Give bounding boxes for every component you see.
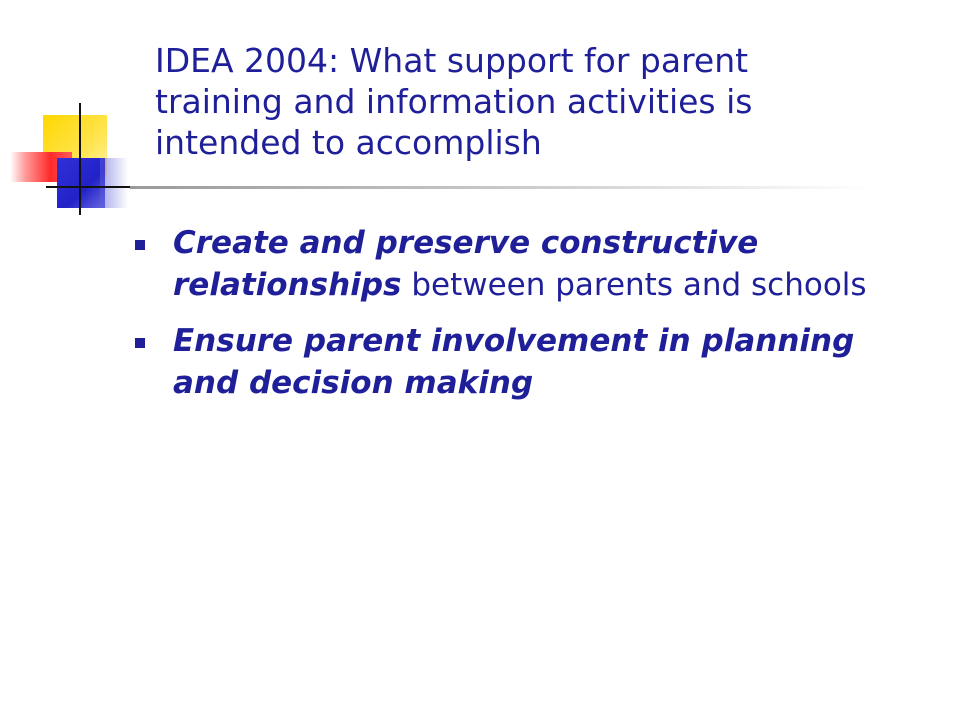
bullet-emphasis: Create and preserve constructive relationships — [173, 225, 759, 303]
bullet-item — [135, 222, 895, 306]
bullet-list — [135, 222, 895, 418]
logo-horizontal-line — [46, 186, 136, 188]
square-bullet-icon — [135, 240, 145, 250]
bullet-emphasis: Ensure parent involvement in planning and decision making — [173, 323, 855, 401]
blue-square — [57, 158, 105, 208]
title-divider — [130, 186, 870, 189]
square-bullet-icon — [135, 338, 145, 348]
bullet-text: between parents and schools — [401, 267, 867, 303]
blue-fade — [100, 158, 128, 208]
slide-title: IDEA 2004: What support for parent training and information activities is intended to accomplish — [155, 41, 753, 162]
logo-vertical-line — [79, 103, 81, 215]
colored-squares-logo-icon — [0, 0, 140, 230]
bullet-item — [135, 320, 895, 404]
